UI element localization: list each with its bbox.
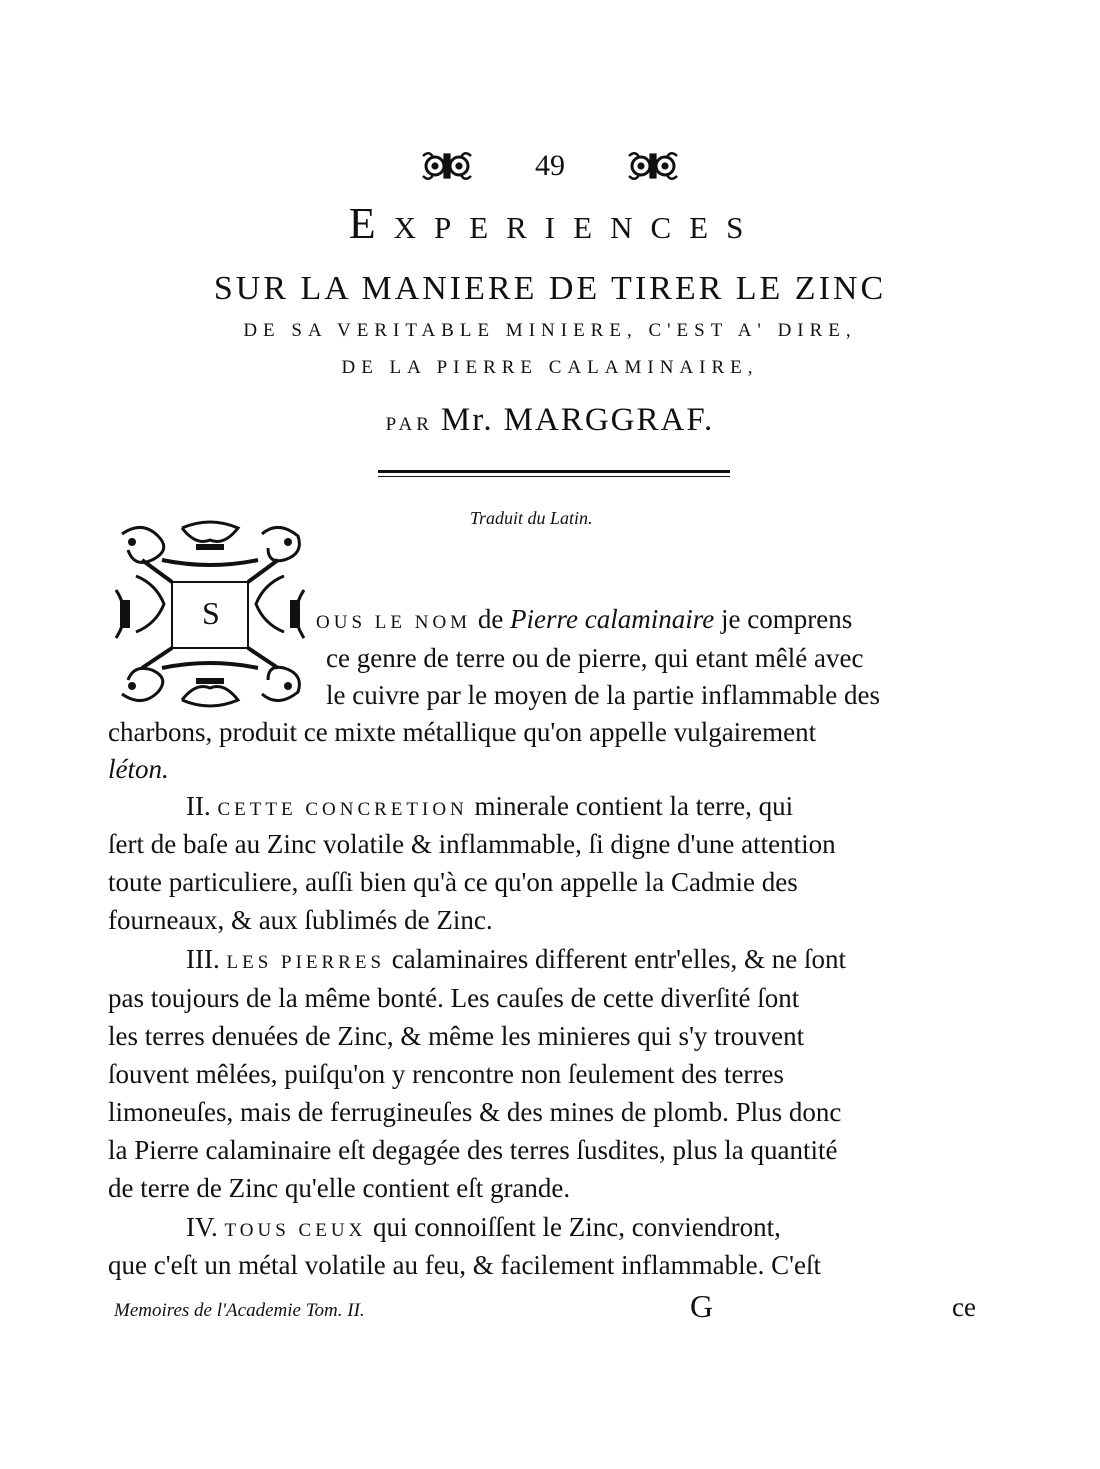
translation-note: Traduit du Latin. <box>470 508 593 528</box>
small-caps-text: CETTE CONCRETION <box>217 799 468 820</box>
paragraph1-line3: le cuivre par le moyen de la partie inflammable des <box>326 680 881 710</box>
paragraph3-line5: limoneuſes, mais de ferrugineuſes & des mines de plomb. Plus donc <box>108 1097 842 1127</box>
running-head <box>0 148 1100 184</box>
small-caps-text: LES PIERRES <box>226 952 386 973</box>
small-caps-text: TOUS CEUX <box>224 1220 367 1241</box>
title-rule <box>378 470 730 473</box>
page-title: Experiences <box>348 199 762 248</box>
section-number: III. <box>186 944 220 974</box>
paragraph2-line2: ſert de baſe au Zinc volatile & inflammable, ſi digne d'une attention <box>108 829 836 859</box>
drop-cap-letter: S <box>202 595 220 631</box>
author-line <box>0 402 1100 439</box>
italic-text: Pierre calaminaire <box>510 604 715 634</box>
paragraph3-line1 <box>186 944 846 975</box>
text-run: minerale contient la terre, qui <box>474 791 794 821</box>
fleuron-ornament-icon <box>627 148 679 184</box>
paragraph4-line1 <box>186 1212 781 1243</box>
paragraph1-line5: léton. <box>108 754 169 784</box>
footer-journal-title: Memoires de l'Academie Tom. II. <box>114 1300 365 1321</box>
author-name: MARGGRAF. <box>503 402 715 438</box>
fleuron-ornament-icon <box>421 148 473 184</box>
subtitle-line-1: SUR LA MANIERE DE TIRER LE ZINC <box>213 270 887 307</box>
text-run: qui connoiſſent le Zinc, conviendront, <box>373 1212 781 1242</box>
paragraph3-line7: de terre de Zinc qu'elle contient eſt grande. <box>108 1173 571 1203</box>
subtitle-line-3: DE LA PIERRE CALAMINAIRE, <box>341 357 759 378</box>
page-number: 49 <box>535 149 565 182</box>
catchword: ce <box>952 1292 976 1322</box>
text-run: de <box>477 604 504 634</box>
paragraph2-line3: toute particuliere, auſſi bien qu'à ce qu'on appelle la Cadmie des <box>108 867 798 897</box>
section-number: IV. <box>186 1212 218 1242</box>
author-title: Mr. <box>440 402 494 438</box>
paragraph3-line6: la Pierre calaminaire eſt degagée des terres ſusdites, plus la quantité <box>108 1135 838 1165</box>
title-rule-thin <box>378 476 730 477</box>
section-number: II. <box>186 791 211 821</box>
small-caps-text: OUS LE NOM <box>316 612 472 633</box>
text-run: je comprens <box>721 604 853 634</box>
text-run: calaminaires different entr'elles, & ne ſont <box>391 944 846 974</box>
paragraph2-line4: fourneaux, & aux ſublimés de Zinc. <box>108 905 493 935</box>
paragraph3-line4: ſouvent mêlées, puiſqu'on y rencontre non ſeulement des terres <box>108 1059 784 1089</box>
author-par: PAR <box>385 414 433 435</box>
paragraph1-line2: ce genre de terre ou de pierre, qui etant mêlé avec <box>326 643 864 673</box>
paragraph4-line2: que c'eſt un métal volatile au feu, & facilement inflammable. C'eſt <box>108 1250 821 1280</box>
paragraph1-line4: charbons, produit ce mixte métallique qu'on appelle vulgairement <box>108 717 817 747</box>
paragraph3-line3: les terres denuées de Zinc, & même les minieres qui s'y trouvent <box>108 1021 805 1051</box>
signature-mark: G <box>690 1288 714 1324</box>
paragraph2-line1 <box>186 791 793 822</box>
paragraph3-line2: pas toujours de la même bonté. Les cauſes de cette diverſité ſont <box>108 983 800 1013</box>
paragraph1-line1 <box>316 604 852 635</box>
subtitle-line-2: DE SA VERITABLE MINIERE, C'EST A' DIRE, <box>243 320 857 341</box>
